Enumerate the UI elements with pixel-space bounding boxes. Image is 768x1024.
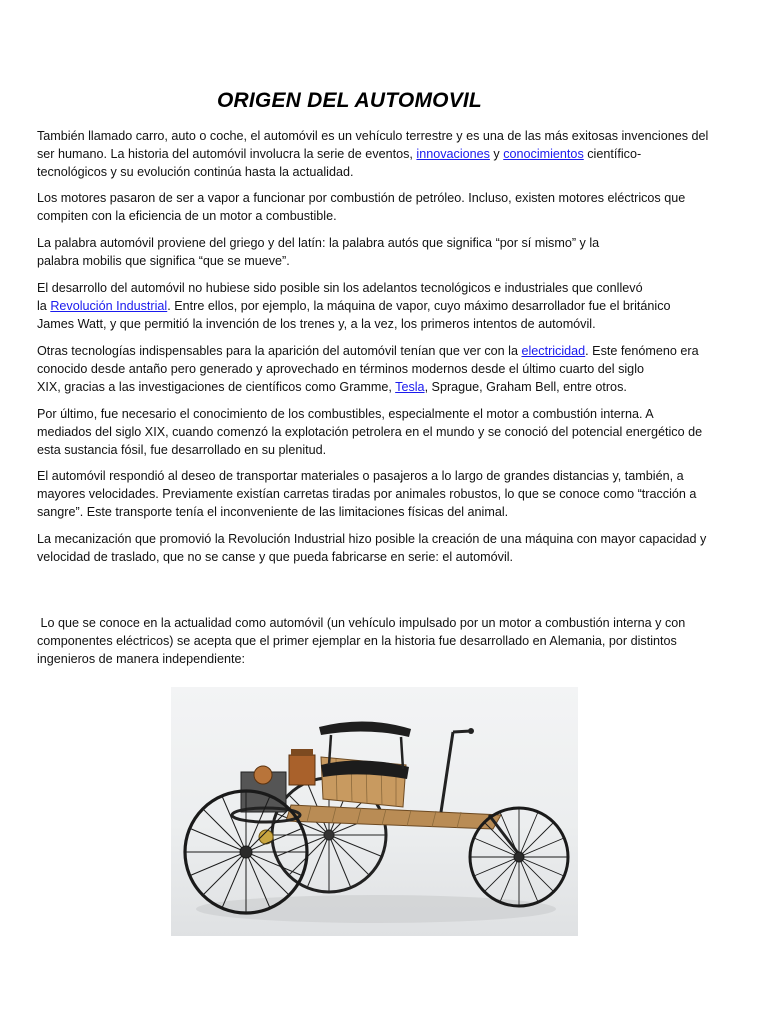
paragraph-motores (37, 189, 737, 225)
text-line: Los motores pasaron de ser a vapor a funcionar por combustión de petróleo. Incluso, existen motores eléctricos que (37, 191, 686, 205)
text-span: . Entre ellos, por ejemplo, la máquina de vapor, cuyo máximo desarrollador fue el británico (167, 299, 671, 313)
text-line: Lo que se conoce en la actualidad como automóvil (un vehículo impulsado por un motor a combustión interna y con (37, 616, 686, 630)
text-line: compiten con la eficiencia de un motor a combustible. (37, 209, 337, 223)
text-line: mayores velocidades. Previamente existían carretas tiradas por animales robustos, lo que se conoce como “tracción a (37, 487, 697, 501)
link-conocimientos[interactable]: conocimientos (503, 147, 584, 161)
paragraph-etimologia (37, 234, 737, 270)
text-span: científico- (583, 147, 642, 161)
text-line: Por último, fue necesario el conocimiento de los combustibles, especialmente el motor a combustión interna. A (37, 407, 654, 421)
text-line: James Watt, y que permitió la invención de los trenes y, a la vez, los primeros intentos de automóvil. (37, 317, 596, 331)
paragraph-transporte (37, 467, 737, 521)
chassis (232, 721, 521, 857)
text-line (37, 378, 737, 396)
text-line: conocido desde antaño pero generado y aprovechado en términos modernos desde el último cuarto del siglo (37, 362, 644, 376)
paragraph-alemania (37, 614, 737, 668)
text-span: . Este fenómeno era (585, 344, 699, 358)
paragraph-mecanizacion (37, 530, 737, 566)
paragraph-electricidad (37, 342, 737, 396)
text-line: palabra mobilis que significa “que se mueve”. (37, 254, 290, 268)
text-span: y (489, 147, 504, 161)
text-span: , Sprague, Graham Bell, entre otros. (424, 380, 627, 394)
text-span: la (37, 299, 51, 313)
paragraph-combustibles (37, 405, 737, 459)
text-span: Otras tecnologías indispensables para la aparición del automóvil tenían que ver con la (37, 344, 522, 358)
paragraph-intro (37, 127, 737, 181)
rear-wheel-front (185, 791, 307, 913)
page-title: ORIGEN DEL AUTOMOVIL (217, 89, 482, 112)
text-span: ser humano. La historia del automóvil involucra la serie de eventos, (37, 147, 417, 161)
text-span: XIX, gracias a las investigaciones de científicos como Gramme, (37, 380, 396, 394)
text-line: tecnológicos y su evolución continúa hasta la actualidad. (37, 165, 354, 179)
text-line: velocidad de traslado, que no se canse y que pueda fabricarse en serie: el automóvil. (37, 550, 514, 564)
text-line: ingenieros de manera independiente: (37, 652, 245, 666)
text-line: También llamado carro, auto o coche, el automóvil es un vehículo terrestre y es una de las más exitosas invenciones del (37, 129, 709, 143)
link-innovaciones[interactable]: innovaciones (416, 147, 490, 161)
link-electricidad[interactable]: electricidad (521, 344, 586, 358)
link-revolucion-industrial[interactable]: Revolución Industrial (50, 299, 168, 313)
text-line: La mecanización que promovió la Revolución Industrial hizo posible la creación de una máquina con mayor capacidad y (37, 532, 707, 546)
text-line: El automóvil respondió al deseo de transportar materiales o pasajeros a lo largo de grandes distancias y, también, a (37, 469, 684, 483)
text-line (37, 297, 737, 315)
text-line: El desarrollo del automóvil no hubiese sido posible sin los adelantos tecnológicos e industriales que conllevó (37, 281, 643, 295)
text-line: esta sustancia fósil, fue desarrollado en su plenitud. (37, 443, 327, 457)
motorwagen-illustration (171, 687, 578, 936)
benz-motorwagen-photo (171, 687, 578, 936)
text-line (37, 145, 737, 163)
paragraph-revolucion (37, 279, 737, 333)
text-line: mediados del siglo XIX, cuando comenzó la explotación petrolera en el mundo y se conoció del potencial energético de (37, 425, 703, 439)
text-line (37, 342, 737, 360)
link-tesla[interactable]: Tesla (395, 380, 425, 394)
text-line: La palabra automóvil proviene del griego y del latín: la palabra autós que significa “por sí mismo” y la (37, 236, 600, 250)
text-line: componentes eléctricos) se acepta que el primer ejemplar en la historia fue desarrollado en Alemania, por distintos (37, 634, 677, 648)
text-line: sangre”. Este transporte tenía el inconveniente de las limitaciones físicas del animal. (37, 505, 509, 519)
front-wheel (470, 808, 568, 906)
